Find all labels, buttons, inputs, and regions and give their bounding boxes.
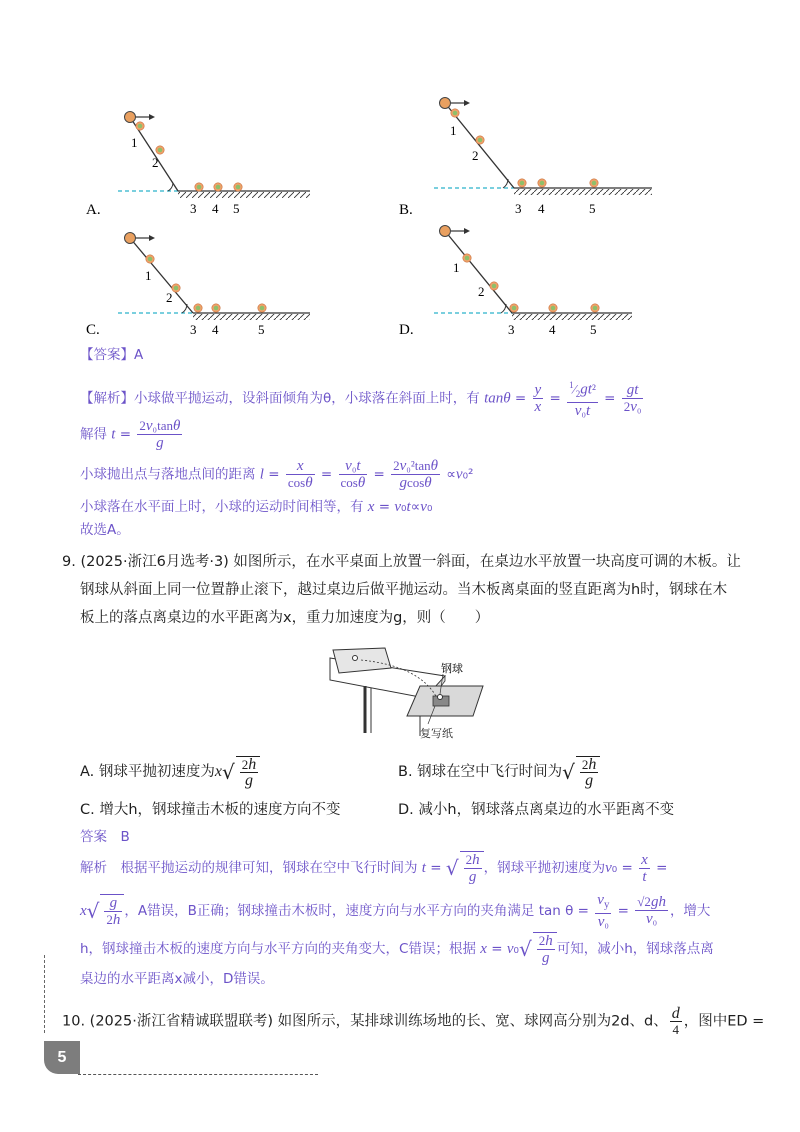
q8-analysis-line4: 小球落在水平面上时，小球的运动时间相等，有 x = v₀t∝v₀ bbox=[80, 499, 433, 515]
q8-analysis-line1: 【解析】小球做平抛运动，设斜面倾角为θ，小球落在斜面上时，有 tanθ = $\frac{y}{x}$ = $\frac{^1⁄_2gt^2}{\text{v₀t}}$ = $\frac{gt}{\text{2v₀}}$ bbox=[80, 380, 642, 419]
q9-stem-line3: 板上的落点离桌边的水平距离为x，重力加速度为g，则（ ） bbox=[80, 610, 490, 626]
label-2: 2 bbox=[472, 148, 479, 163]
q9-figure bbox=[325, 638, 485, 738]
margin-dash-horizontal bbox=[78, 1074, 318, 1075]
figure-a bbox=[118, 112, 310, 217]
option-b-label: B. bbox=[399, 202, 413, 218]
label-3: 3 bbox=[190, 201, 197, 216]
figure-b bbox=[434, 98, 652, 217]
margin-dash-vertical bbox=[44, 955, 45, 1033]
q10-stem-tail: ，图中ED = bbox=[683, 1013, 765, 1030]
label-4: 4 bbox=[212, 201, 219, 216]
label-2: 2 bbox=[152, 155, 159, 170]
q9-a1-mid: ，钢球平抛初速度为 bbox=[483, 860, 606, 876]
label-2: 2 bbox=[478, 284, 485, 299]
q8-analysis-line3: 小球抛出点与落地点间的距离 l = $\frac{x}{\cos\theta}$ = $\frac{\text{v₀t}}{\cos\theta}$ = $\frac{\text{2v₀²tanθ}}{gcos\theta}$ ∝v₀² bbox=[80, 458, 474, 491]
fig-label-paper: 复写纸 bbox=[420, 727, 453, 740]
option-c-label: C. bbox=[86, 322, 100, 338]
figure-c bbox=[118, 233, 310, 338]
q9-stem-line1: 9. (2025·浙江6月选考·3) 如图所示，在水平桌面上放置一斜面，在桌边水平放置一块高度可调的木板。让 bbox=[62, 554, 741, 570]
q9-a1-prefix: 解析 根据平抛运动的规律可知，钢球在空中飞行时间为 bbox=[80, 860, 418, 876]
figure-d bbox=[434, 226, 632, 338]
label-5: 5 bbox=[233, 201, 240, 216]
q8-analysis-prefix: 【解析】小球做平抛运动，设斜面倾角为θ，小球落在斜面上时，有 bbox=[80, 390, 480, 407]
label-3: 3 bbox=[190, 322, 197, 337]
label-3: 3 bbox=[515, 201, 522, 216]
label-3: 3 bbox=[508, 322, 515, 337]
label-1: 1 bbox=[131, 135, 138, 150]
label-4: 4 bbox=[549, 322, 556, 337]
q9-analysis-line4: 桌边的水平距离x减小，D错误。 bbox=[80, 971, 274, 987]
option-figures bbox=[0, 85, 800, 355]
q9-analysis-line3: h，钢球撞击木板的速度方向与水平方向的夹角变大，C错误；根据 x = v₀√ $\frac{2h}{g}$ 可知，减小h，钢球落点离 bbox=[80, 933, 714, 966]
q9-a3: h，钢球撞击木板的速度方向与水平方向的夹角变大，C错误；根据 bbox=[80, 941, 476, 957]
option-d-label: D. bbox=[399, 322, 414, 338]
q8-analysis-line2: 解得 t = $\frac{\text{2v₀tanθ}}{g}$ bbox=[80, 418, 181, 451]
q9-option-b: B. 钢球在空中飞行时间为√ $\frac{2h}{g}$ bbox=[398, 756, 600, 788]
label-5: 5 bbox=[258, 322, 265, 337]
label-2: 2 bbox=[166, 290, 173, 305]
q8-l2: 解得 bbox=[80, 426, 107, 443]
label-4: 4 bbox=[212, 322, 219, 337]
q9-option-d: D. 减小h，钢球落点离桌边的水平距离不变 bbox=[398, 802, 675, 818]
q9-option-a-text: A. 钢球平抛初速度为 bbox=[80, 764, 215, 780]
label-4: 4 bbox=[538, 201, 545, 216]
q9-a3-end: 可知，减小h，钢球落点离 bbox=[556, 941, 714, 957]
label-1: 1 bbox=[453, 260, 460, 275]
q9-option-b-text: B. 钢球在空中飞行时间为 bbox=[398, 764, 563, 780]
q9-stem bbox=[62, 548, 762, 632]
q9-option-a: A. 钢球平抛初速度为x√ $\frac{2h}{g}$ bbox=[80, 756, 260, 788]
q9-option-c: C. 增大h，钢球撞击木板的速度方向不变 bbox=[80, 802, 341, 818]
option-a-label: A. bbox=[86, 202, 101, 218]
q10-stem: 10. (2025·浙江省精诚联盟联考) 如图所示，某排球训练场地的长、宽、球网高分别为2d、d、 $\frac{d}{4}$ ，图中ED = bbox=[62, 1005, 765, 1037]
q8-analysis-line5: 故选A。 bbox=[80, 522, 130, 538]
q9-answer: 答案 B bbox=[80, 829, 130, 845]
q9-a2-end: ，增大 bbox=[669, 902, 711, 919]
q8-answer: 【答案】A bbox=[80, 347, 144, 363]
q9-analysis-line1: 解析 根据平抛运动的规律可知，钢球在空中飞行时间为 t = √ $\frac{2h}{g}$ ，钢球平抛初速度为v₀ = $\frac{x}{t}$ = bbox=[80, 851, 668, 885]
q9-a2-suffix: ，A错误，B正确；钢球撞击木板时，速度方向与水平方向的夹角满足 tan θ = bbox=[124, 902, 589, 919]
label-5: 5 bbox=[589, 201, 596, 216]
label-1: 1 bbox=[450, 123, 457, 138]
label-1: 1 bbox=[145, 268, 152, 283]
q10-stem-text: 10. (2025·浙江省精诚联盟联考) 如图所示，某排球训练场地的长、宽、球网高分别为2d、d、 bbox=[62, 1013, 668, 1030]
q8-l3: 小球抛出点与落地点间的距离 bbox=[80, 466, 256, 483]
q9-stem-line2: 钢球从斜面上同一位置静止滚下，越过桌边后做平抛运动。当木板离桌面的竖直距离为h时，钢球在木 bbox=[80, 582, 728, 598]
label-5: 5 bbox=[590, 322, 597, 337]
fig-label-ball: 钢球 bbox=[441, 662, 463, 675]
q8-l4: 小球落在水平面上时，小球的运动时间相等，有 bbox=[80, 499, 364, 515]
q9-analysis-line2: x√ $\frac{g}{2h}$ ，A错误，B正确；钢球撞击木板时，速度方向与水平方向的夹角满足 tan θ = $\frac{v_y}{\text{v₀}}$ = $\frac{√2gh}{\text{v₀}}$ ，增大 bbox=[80, 892, 711, 930]
page-number: 5 bbox=[44, 1041, 80, 1074]
